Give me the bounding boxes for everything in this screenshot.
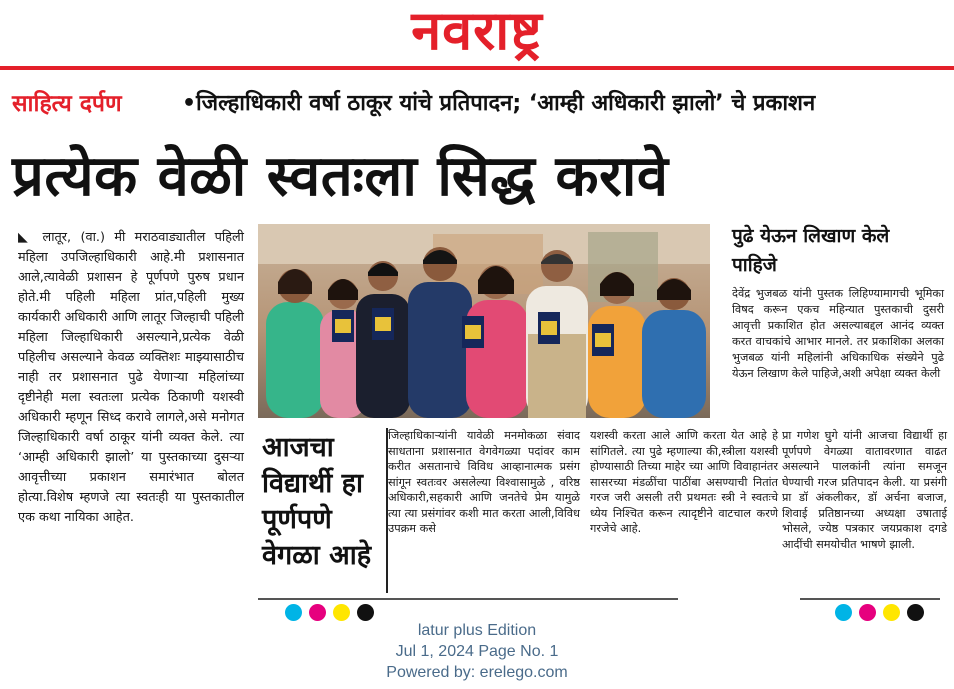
section-label: साहित्य दर्पण <box>12 91 122 117</box>
strapline: •जिल्हाधिकारी वर्षा ठाकूर यांचे प्रतिपादन; ‘आम्ही अधिकारी झालो’ चे प्रकाशन <box>182 91 816 116</box>
article-column-5: प्रा गणेश घुगे यांनी आजचा विद्यार्थी हा पूर्णपणे वेगळ्या वातावरणात वाढत असल्याने पालकांनी त्यांना समजून घेण्याची गरज प्रतिपादन केली. या प्रसंगी प्रा डॉ अंकलीकर, डॉ अर्चना बजाज, शिवाई प्रतिष्ठानच्या अध्यक्षा उषाताई भोसले, ज्येष्ठ पत्रकार जयप्रकाश दगडे आदींची समयोचीत भाषणे झाली. <box>782 429 947 551</box>
black-registration-dot <box>907 604 924 621</box>
cyan-registration-dot <box>835 604 852 621</box>
sidebox-text: देवेंद्र भुजबळ यांनी पुस्तक लिहिण्यामागची भूमिका विषद करून एकच महिन्यात पुस्तकाची दुसरी आवृत्ती प्रकाशित होत असल्याबद्दल आनंद व्यक्त करत वाचकांचे आभार मानले. तर प्रकाशिका अलका भुजबळ यांनी महिलांनी अधिकाधिक संख्येने पुढे येऊन लिखाण केले पाहिजे,अशी अपेक्षा व्यक्त केली <box>732 287 944 380</box>
bottom-rule-left <box>258 598 678 600</box>
pull-quote: आजचा विद्यार्थी हा पूर्णपणे वेगळा आहे <box>262 432 372 571</box>
yellow-registration-dot <box>333 604 350 621</box>
edition-footer <box>0 620 954 683</box>
powered-by-link[interactable]: Powered by: erelego.com <box>386 664 568 681</box>
masthead <box>0 0 954 66</box>
article-column-3: जिल्हाधिकाऱ्यांनी यावेळी मनमोकळा संवाद साधताना प्रशासनात वेगवेगळ्या पदांवर काम करीत असतानाचे विविध आव्हानात्मक प्रसंग सांगून स्वतःवर असलेल्या विश्वासामुळे , वरिष्ठ अधिकारी,सहकारी आणि जनतेचे प्रेम यामुळे त्या त्या प्रसंगांवर कशी मात करता आली,विविध उपक्रम कसे <box>388 429 580 535</box>
cyan-registration-dot <box>285 604 302 621</box>
event-photo <box>258 224 710 418</box>
article-column-1: ◣ लातूर, (वा.) मी मराठवाड्यातील पहिली महिला उपजिल्हाधिकारी आहे.मी प्रशासनात आले,त्यावेळी प्रशासन हे पूर्णपणे पुरुष प्रधान होते.मी पहिली महिला प्रांत,पहिली मुख्य कार्यकारी अधिकारी आणि लातूर जिल्हाची पहिली महिला जिल्हाधिकारी असल्याने,प्रत्येक वेळी पहिलीच असल्याने केवळ व्यक्तिशः माझ्यासाठीच नाही तर प्रशासनात पुढे येणाऱ्या महिलांच्या दृष्टीनेही मला स्वतःला प्रत्येक ठिकाणी यशस्वी अधिकारी म्हणून सिध्द करावे लागले,असे मनोगत जिल्हाधिकारी वर्षा ठाकूर यांनी व्यक्त केले. त्या ‘आम्ही अधिकारी झालो’ या पुस्तकाच्या दुसऱ्या आवृत्तीच्या प्रकाशन समारंभात बोलत होत्या.विशेष म्हणजे त्या स्वतःही या पुस्तकातील एक कथा नायिका आहेत. <box>18 230 244 525</box>
masthead-rule <box>0 66 954 70</box>
yellow-registration-dot <box>883 604 900 621</box>
article-column-4: यशस्वी करता आले आणि करता येत आहे हे सांगितले. त्या पुढे म्हणाल्या की,स्त्रीला यशस्वी होण्यासाठी तिच्या माहेर च्या आणि विवाहानंतर सासरच्या मंडळींचा पाठींबा असण्याची नितांत गरज जरी असली तरी प्रथमतः स्त्री ने स्वतःचे ध्येय निश्चित करून त्यादृष्टीने वाटचाल करणे गरजेचे आहे. <box>590 429 778 535</box>
magenta-registration-dot <box>309 604 326 621</box>
section-strip <box>12 86 942 124</box>
black-registration-dot <box>357 604 374 621</box>
headline: प्रत्येक वेळी स्वतःला सिद्ध करावे <box>12 144 669 209</box>
edition-date-page: Jul 1, 2024 Page No. 1 <box>395 643 559 660</box>
magenta-registration-dot <box>859 604 876 621</box>
masthead-title: नवराष्ट्र <box>411 0 543 62</box>
edition-name: latur plus Edition <box>417 622 537 639</box>
sidebox-title: पुढे येऊन लिखाण केले पाहिजे <box>732 225 890 276</box>
bottom-rule-right <box>800 598 940 600</box>
photo-illustration <box>258 224 710 418</box>
